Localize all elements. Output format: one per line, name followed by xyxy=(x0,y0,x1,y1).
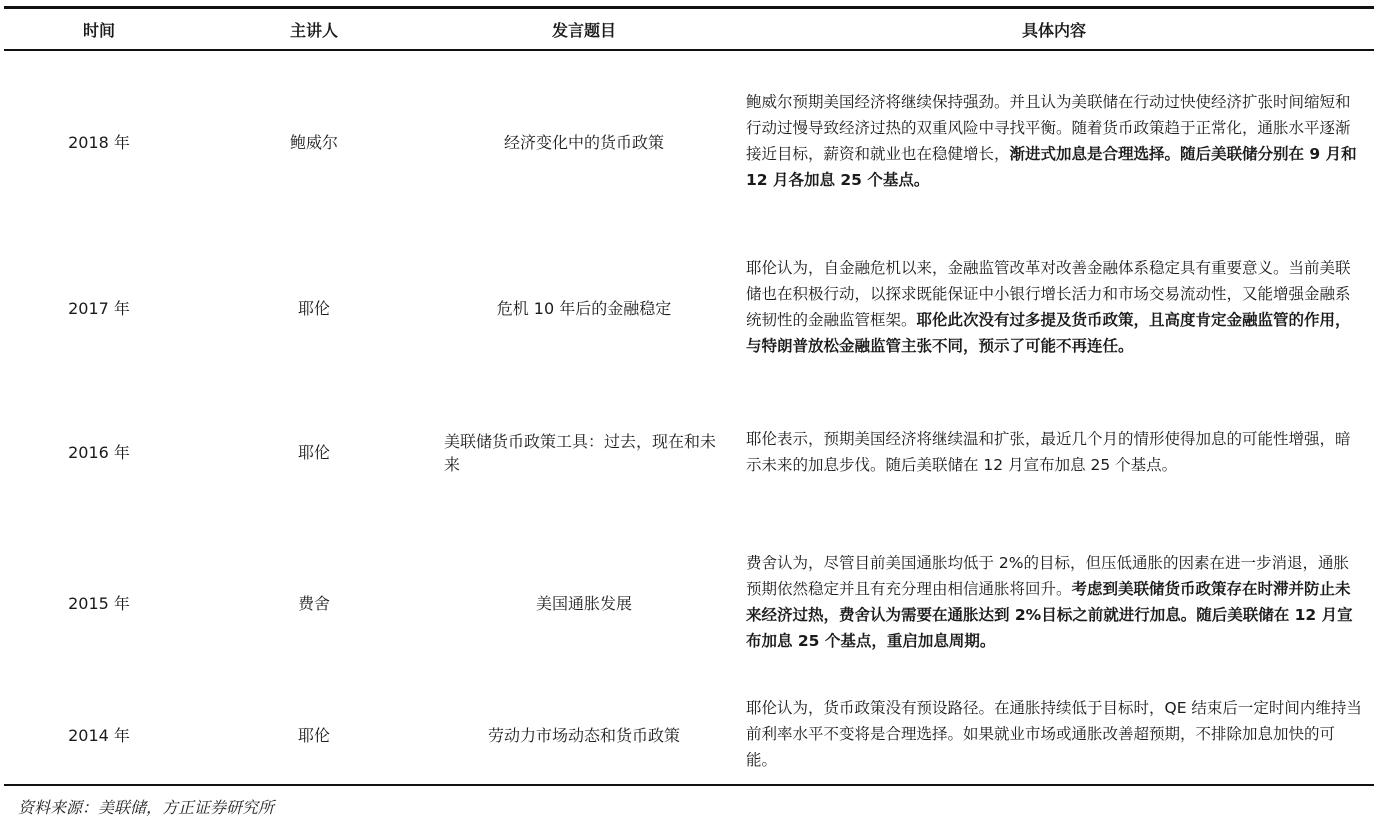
cell-year: 2014 年 xyxy=(4,684,194,785)
cell-content xyxy=(734,383,1374,520)
table-body xyxy=(4,50,1374,785)
header-title: 发言题目 xyxy=(434,8,734,51)
header-content: 具体内容 xyxy=(734,8,1374,51)
cell-speaker: 耶伦 xyxy=(194,684,434,785)
cell-title: 劳动力市场动态和货币政策 xyxy=(434,684,734,785)
table-row xyxy=(4,231,1374,383)
cell-title: 美国通胀发展 xyxy=(535,593,632,613)
content-normal-text: 费舍认为，尽管目前美国通胀均低于 2%的目标，但压低通胀的因素在进一步消退，通胀预期依然稳定并且有充分理由相信通胀将回升。 xyxy=(746,554,1350,598)
cell-content xyxy=(734,50,1374,231)
cell-content xyxy=(734,231,1374,383)
cell-year: 2017 年 xyxy=(68,298,130,318)
cell-speaker: 费舍 xyxy=(297,593,330,613)
cell-content xyxy=(734,684,1374,785)
content-normal-text: 耶伦表示，预期美国经济将继续温和扩张，最近几个月的情形使得加息的可能性增强，暗示未来的加息步伐。随后美联储在 12 月宣布加息 25 个基点。 xyxy=(746,429,1351,474)
content-normal-text: 鲍威尔预期美国经济将继续保持强劲。并且认为美联储在行动过快使经济扩张时间缩短和行动过慢导致经济过热的双重风险中寻找平衡。随着货币政策趋于正常化，通胀水平逐渐接近目标，薪资和就业也在稳健增长， xyxy=(746,93,1351,163)
header-year: 时间 xyxy=(4,8,194,51)
content-normal-text: 耶伦认为，货币政策没有预设路径。在通胀持续低于目标时，QE 结束后一定时间内维持当前利率水平不变将是合理选择。如果就业市场或通胀改善超预期，不排除加息加快的可能。 xyxy=(746,699,1362,769)
cell-year: 2015 年 xyxy=(68,593,130,613)
cell-content xyxy=(734,520,1374,684)
cell-title: 经济变化中的货币政策 xyxy=(503,132,664,152)
table-row xyxy=(4,520,1374,684)
speech-table-container xyxy=(4,6,1374,786)
source-note: 资料来源：美联储，方正证券研究所 xyxy=(18,798,275,817)
table-row xyxy=(4,684,1374,785)
table-row xyxy=(4,50,1374,231)
cell-speaker: 耶伦 xyxy=(297,443,330,462)
cell-title: 美联储货币政策工具：过去，现在和未来 xyxy=(444,431,717,474)
header-row xyxy=(4,8,1374,51)
content-bold-text: 渐进式加息是合理选择。随后美联储分别在 9 月和 12 月各加息 25 个基点。 xyxy=(746,145,1357,189)
content-bold-text: 考虑到美联储货币政策存在时滞并防止未来经济过热，费舍认为需要在通胀达到 2%目标之前就进行加息。随后美联储在 12 月宣布加息 25 个基点，重启加息周期。 xyxy=(746,580,1353,650)
cell-year: 2016 年 xyxy=(68,443,130,462)
cell-speaker: 耶伦 xyxy=(297,298,330,318)
header-speaker: 主讲人 xyxy=(194,8,434,51)
cell-title: 危机 10 年后的金融稳定 xyxy=(496,298,672,318)
table-row xyxy=(4,383,1374,520)
table-header xyxy=(4,8,1374,51)
content-bold-text: 耶伦此次没有过多提及货币政策，且高度肯定金融监管的作用，与特朗普放松金融监管主张不同，预示了可能不再连任。 xyxy=(746,311,1351,355)
cell-year: 2018 年 xyxy=(68,132,130,152)
content-normal-text: 耶伦认为，自金融危机以来，金融监管改革对改善金融体系稳定具有重要意义。当前美联储也在积极行动，以探求既能保证中小银行增长活力和市场交易流动性，又能增强金融系统韧性的金融监管框架。 xyxy=(746,259,1351,329)
jackson-hole-speech-table xyxy=(4,6,1374,786)
cell-speaker: 鲍威尔 xyxy=(289,132,338,152)
